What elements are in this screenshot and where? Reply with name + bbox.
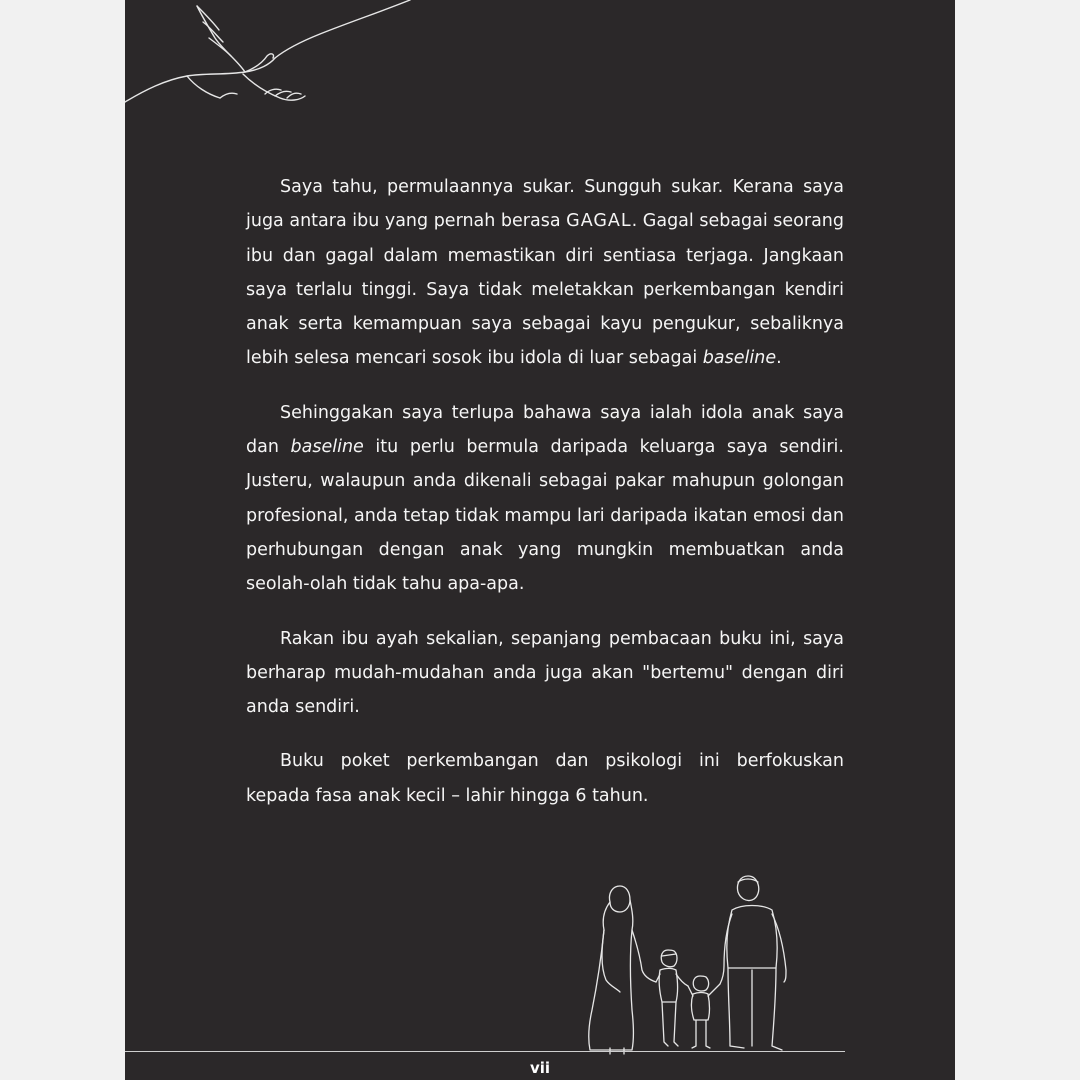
paragraph-1-text-c: . [776,348,782,369]
page-number: vii [529,1059,551,1077]
paragraph-2-text-a: Sehinggakan saya terlupa bahawa saya ialah idola anak saya dan [246,402,844,458]
baseline-term: baseline [290,437,364,458]
dove-icon [125,0,425,110]
paragraph-1-text-b: . Gagal sebagai seorang ibu dan gagal dalam memastikan diri sentiasa terjaga. Jangkaan saya terlalu tinggi. Saya tidak meletakkan perkembangan kendiri anak serta kemampuan saya sebagai kayu pengukur, sebaliknya lebih selesa mencari sosok ibu idola di luar sebagai [246,211,845,369]
book-page [125,0,955,1080]
paragraph-3: Rakan ibu ayah sekalian, sepanjang pembacaan buku ini, saya berharap mudah-mudahan anda juga akan "bertemu" dengan diri anda sendiri. [246,628,844,718]
baseline-term: baseline [702,348,777,369]
paragraph-1 [246,170,844,376]
paragraph-4: Buku poket perkembangan dan psikologi ini berfokuskan kepada fasa anak kecil – lahir hingga 6 tahun. [246,751,844,806]
gagal-word: GAGAL [566,211,632,232]
paragraph-1-text-a: Saya tahu, permulaannya sukar. Sungguh sukar. Kerana saya juga antara ibu yang pernah berasa [246,177,844,232]
body-text [246,170,844,813]
footer-divider [125,1051,845,1052]
family-icon [580,870,810,1055]
paragraph-2 [246,396,844,602]
paragraph-2-text-b: itu perlu bermula daripada keluarga saya sendiri. Justeru, walaupun anda dikenali sebagai pakar mahupun golongan profesional, anda tetap tidak mampu lari daripada ikatan emosi dan perhubungan dengan anak yang mungkin membuatkan anda seolah-olah tidak tahu apa-apa. [246,437,844,595]
